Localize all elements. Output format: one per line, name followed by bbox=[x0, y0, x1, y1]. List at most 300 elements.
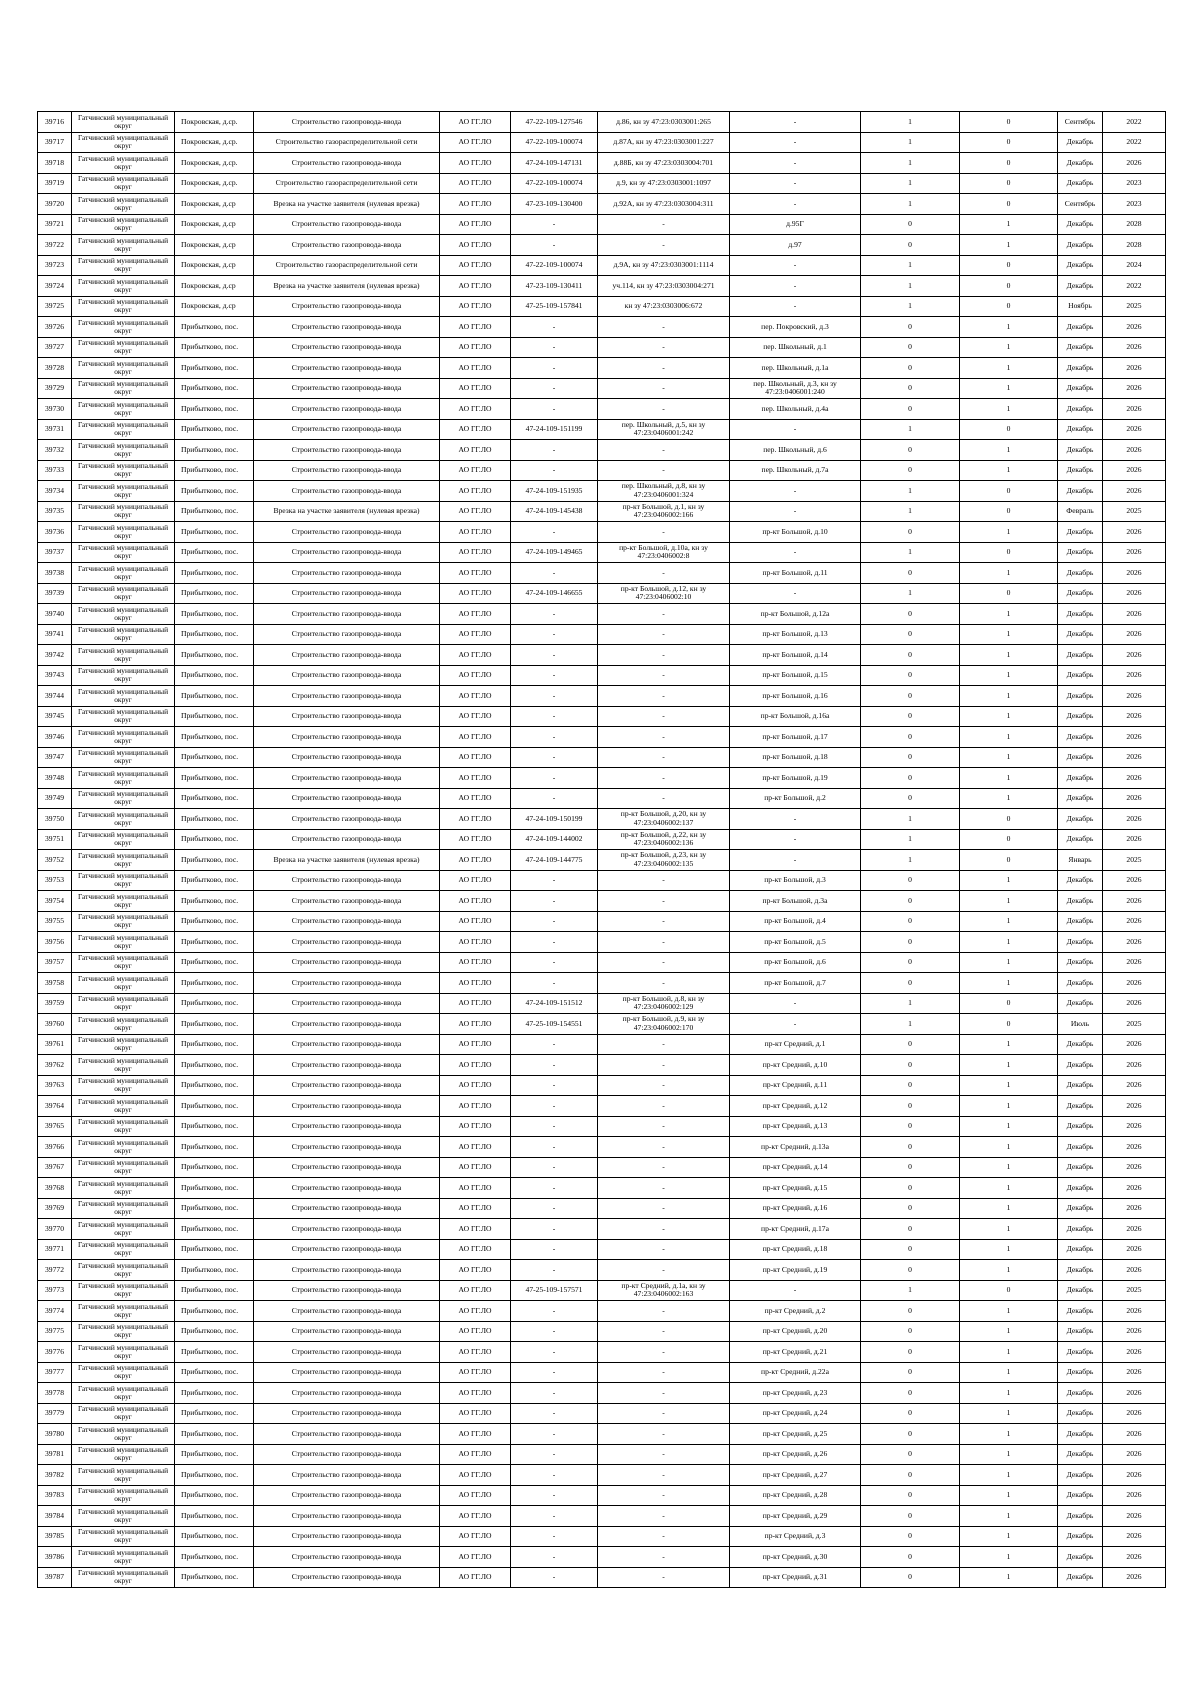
application-number-cell: - bbox=[511, 1526, 598, 1547]
flag-b-cell: 1 bbox=[960, 1178, 1058, 1199]
month-cell: Февраль bbox=[1058, 501, 1103, 522]
year-cell: 2026 bbox=[1103, 399, 1166, 420]
municipality-cell: Гатчинский муниципальный округ bbox=[72, 214, 175, 235]
work-type-cell: Строительство газопровода-ввода bbox=[254, 542, 440, 563]
address-cell: пр-кт Средний, д.11 bbox=[730, 1075, 861, 1096]
work-type-cell: Строительство газопровода-ввода bbox=[254, 911, 440, 932]
municipality-cell: Гатчинский муниципальный округ bbox=[72, 850, 175, 871]
year-cell: 2026 bbox=[1103, 1567, 1166, 1588]
flag-a-cell: 0 bbox=[861, 214, 960, 235]
flag-a-cell: 0 bbox=[861, 1506, 960, 1527]
year-cell: 2026 bbox=[1103, 665, 1166, 686]
table-row bbox=[38, 1116, 1166, 1137]
work-type-cell: Строительство газопровода-ввода bbox=[254, 870, 440, 891]
address-cell: - bbox=[730, 276, 861, 297]
row-number-cell: 39781 bbox=[38, 1444, 72, 1465]
address-cell: - bbox=[730, 194, 861, 215]
year-cell: 2023 bbox=[1103, 194, 1166, 215]
application-number-cell: - bbox=[511, 214, 598, 235]
locality-cell: Прибытково, пос. bbox=[175, 1567, 254, 1588]
application-number-cell: - bbox=[511, 563, 598, 584]
application-number-cell: - bbox=[511, 1506, 598, 1527]
organization-cell: АО ГГ.ЛО bbox=[440, 1116, 511, 1137]
year-cell: 2026 bbox=[1103, 1137, 1166, 1158]
flag-a-cell: 0 bbox=[861, 911, 960, 932]
month-cell: Декабрь bbox=[1058, 829, 1103, 850]
row-number-cell: 39786 bbox=[38, 1547, 72, 1568]
application-number-cell: 47-25-109-157571 bbox=[511, 1280, 598, 1301]
address-cell: пр-кт Большой, д.7 bbox=[730, 973, 861, 994]
work-type-cell: Врезка на участке заявителя (нулевая врезка) bbox=[254, 194, 440, 215]
cadastral-number-cell: - bbox=[598, 1096, 730, 1117]
row-number-cell: 39725 bbox=[38, 296, 72, 317]
address-cell: - bbox=[730, 850, 861, 871]
application-number-cell: - bbox=[511, 358, 598, 379]
address-cell: пр-кт Большой, д.17 bbox=[730, 727, 861, 748]
organization-cell: АО ГГ.ЛО bbox=[440, 563, 511, 584]
year-cell: 2026 bbox=[1103, 1342, 1166, 1363]
address-cell: д.95Г bbox=[730, 214, 861, 235]
month-cell: Декабрь bbox=[1058, 727, 1103, 748]
address-cell: пр-кт Большой, д.16а bbox=[730, 706, 861, 727]
work-type-cell: Строительство газопровода-ввода bbox=[254, 399, 440, 420]
table-row bbox=[38, 624, 1166, 645]
month-cell: Декабрь bbox=[1058, 399, 1103, 420]
year-cell: 2026 bbox=[1103, 1116, 1166, 1137]
application-number-cell: - bbox=[511, 686, 598, 707]
month-cell: Декабрь bbox=[1058, 1055, 1103, 1076]
flag-a-cell: 1 bbox=[861, 194, 960, 215]
flag-b-cell: 1 bbox=[960, 686, 1058, 707]
cadastral-number-cell: д.92А, кн зу 47:23:0303004:311 bbox=[598, 194, 730, 215]
organization-cell: АО ГГ.ЛО bbox=[440, 1096, 511, 1117]
municipality-cell: Гатчинский муниципальный округ bbox=[72, 973, 175, 994]
table-row bbox=[38, 768, 1166, 789]
year-cell: 2028 bbox=[1103, 235, 1166, 256]
table-row bbox=[38, 583, 1166, 604]
table-row bbox=[38, 296, 1166, 317]
month-cell: Декабрь bbox=[1058, 1383, 1103, 1404]
flag-a-cell: 1 bbox=[861, 850, 960, 871]
address-cell: пр-кт Большой, д.6 bbox=[730, 952, 861, 973]
work-type-cell: Строительство газопровода-ввода bbox=[254, 1342, 440, 1363]
year-cell: 2026 bbox=[1103, 1219, 1166, 1240]
locality-cell: Покровская, д.ср. bbox=[175, 153, 254, 174]
municipality-cell: Гатчинский муниципальный округ bbox=[72, 604, 175, 625]
organization-cell: АО ГГ.ЛО bbox=[440, 419, 511, 440]
municipality-cell: Гатчинский муниципальный округ bbox=[72, 1321, 175, 1342]
month-cell: Декабрь bbox=[1058, 686, 1103, 707]
municipality-cell: Гатчинский муниципальный округ bbox=[72, 358, 175, 379]
municipality-cell: Гатчинский муниципальный округ bbox=[72, 1567, 175, 1588]
cadastral-number-cell: - bbox=[598, 1444, 730, 1465]
table-row bbox=[38, 1403, 1166, 1424]
organization-cell: АО ГГ.ЛО bbox=[440, 1362, 511, 1383]
year-cell: 2026 bbox=[1103, 481, 1166, 502]
month-cell: Декабрь bbox=[1058, 583, 1103, 604]
cadastral-number-cell: - bbox=[598, 378, 730, 399]
municipality-cell: Гатчинский муниципальный округ bbox=[72, 481, 175, 502]
row-number-cell: 39764 bbox=[38, 1096, 72, 1117]
year-cell: 2026 bbox=[1103, 419, 1166, 440]
flag-a-cell: 1 bbox=[861, 173, 960, 194]
flag-b-cell: 1 bbox=[960, 1424, 1058, 1445]
year-cell: 2026 bbox=[1103, 1403, 1166, 1424]
application-number-cell: 47-24-109-149465 bbox=[511, 542, 598, 563]
municipality-cell: Гатчинский муниципальный округ bbox=[72, 1280, 175, 1301]
application-number-cell: - bbox=[511, 645, 598, 666]
month-cell: Декабрь bbox=[1058, 214, 1103, 235]
flag-a-cell: 1 bbox=[861, 501, 960, 522]
application-number-cell: - bbox=[511, 604, 598, 625]
organization-cell: АО ГГ.ЛО bbox=[440, 829, 511, 850]
month-cell: Декабрь bbox=[1058, 1526, 1103, 1547]
work-type-cell: Строительство газопровода-ввода bbox=[254, 604, 440, 625]
municipality-cell: Гатчинский муниципальный округ bbox=[72, 932, 175, 953]
application-number-cell: - bbox=[511, 399, 598, 420]
organization-cell: АО ГГ.ЛО bbox=[440, 153, 511, 174]
row-number-cell: 39756 bbox=[38, 932, 72, 953]
row-number-cell: 39736 bbox=[38, 522, 72, 543]
municipality-cell: Гатчинский муниципальный округ bbox=[72, 645, 175, 666]
year-cell: 2026 bbox=[1103, 1506, 1166, 1527]
row-number-cell: 39734 bbox=[38, 481, 72, 502]
year-cell: 2026 bbox=[1103, 973, 1166, 994]
application-number-cell: - bbox=[511, 1383, 598, 1404]
locality-cell: Прибытково, пос. bbox=[175, 460, 254, 481]
flag-a-cell: 0 bbox=[861, 1198, 960, 1219]
flag-a-cell: 0 bbox=[861, 1301, 960, 1322]
organization-cell: АО ГГ.ЛО bbox=[440, 727, 511, 748]
cadastral-number-cell: - bbox=[598, 604, 730, 625]
cadastral-number-cell: - bbox=[598, 1362, 730, 1383]
flag-a-cell: 0 bbox=[861, 1055, 960, 1076]
table-row bbox=[38, 440, 1166, 461]
year-cell: 2026 bbox=[1103, 686, 1166, 707]
month-cell: Декабрь bbox=[1058, 563, 1103, 584]
table-body bbox=[38, 112, 1166, 1588]
address-cell: пер. Школьный, д.7а bbox=[730, 460, 861, 481]
locality-cell: Покровская, д.ср. bbox=[175, 132, 254, 153]
month-cell: Декабрь bbox=[1058, 1444, 1103, 1465]
cadastral-number-cell: - bbox=[598, 788, 730, 809]
year-cell: 2025 bbox=[1103, 1280, 1166, 1301]
application-number-cell: - bbox=[511, 1567, 598, 1588]
application-number-cell: 47-22-109-127546 bbox=[511, 112, 598, 133]
cadastral-number-cell: - bbox=[598, 870, 730, 891]
table-row bbox=[38, 1444, 1166, 1465]
flag-b-cell: 1 bbox=[960, 1219, 1058, 1240]
row-number-cell: 39730 bbox=[38, 399, 72, 420]
address-cell: пр-кт Средний, д.20 bbox=[730, 1321, 861, 1342]
flag-a-cell: 1 bbox=[861, 296, 960, 317]
cadastral-number-cell: пр-кт Большой, д.23, кн зу 47:23:0406002:135 bbox=[598, 850, 730, 871]
application-number-cell: - bbox=[511, 1137, 598, 1158]
year-cell: 2026 bbox=[1103, 727, 1166, 748]
table-row bbox=[38, 891, 1166, 912]
row-number-cell: 39729 bbox=[38, 378, 72, 399]
flag-a-cell: 0 bbox=[861, 952, 960, 973]
month-cell: Декабрь bbox=[1058, 481, 1103, 502]
locality-cell: Прибытково, пос. bbox=[175, 1014, 254, 1035]
flag-b-cell: 1 bbox=[960, 891, 1058, 912]
locality-cell: Прибытково, пос. bbox=[175, 1362, 254, 1383]
cadastral-number-cell: - bbox=[598, 358, 730, 379]
flag-b-cell: 1 bbox=[960, 317, 1058, 338]
cadastral-number-cell: - bbox=[598, 1424, 730, 1445]
address-cell: пер. Школьный, д.4а bbox=[730, 399, 861, 420]
flag-b-cell: 0 bbox=[960, 132, 1058, 153]
application-number-cell: 47-24-109-144775 bbox=[511, 850, 598, 871]
table-row bbox=[38, 911, 1166, 932]
row-number-cell: 39773 bbox=[38, 1280, 72, 1301]
organization-cell: АО ГГ.ЛО bbox=[440, 112, 511, 133]
table-row bbox=[38, 686, 1166, 707]
flag-b-cell: 1 bbox=[960, 788, 1058, 809]
flag-b-cell: 0 bbox=[960, 173, 1058, 194]
year-cell: 2026 bbox=[1103, 1526, 1166, 1547]
application-number-cell: - bbox=[511, 952, 598, 973]
application-number-cell: - bbox=[511, 768, 598, 789]
municipality-cell: Гатчинский муниципальный округ bbox=[72, 542, 175, 563]
cadastral-number-cell: - bbox=[598, 727, 730, 748]
application-number-cell: - bbox=[511, 1444, 598, 1465]
month-cell: Июль bbox=[1058, 1014, 1103, 1035]
application-number-cell: - bbox=[511, 911, 598, 932]
locality-cell: Покровская, д.ср bbox=[175, 235, 254, 256]
organization-cell: АО ГГ.ЛО bbox=[440, 501, 511, 522]
row-number-cell: 39762 bbox=[38, 1055, 72, 1076]
month-cell: Декабрь bbox=[1058, 173, 1103, 194]
row-number-cell: 39761 bbox=[38, 1034, 72, 1055]
municipality-cell: Гатчинский муниципальный округ bbox=[72, 993, 175, 1014]
address-cell: пр-кт Средний, д.23 bbox=[730, 1383, 861, 1404]
flag-a-cell: 0 bbox=[861, 358, 960, 379]
year-cell: 2026 bbox=[1103, 1383, 1166, 1404]
row-number-cell: 39726 bbox=[38, 317, 72, 338]
flag-a-cell: 0 bbox=[861, 1444, 960, 1465]
organization-cell: АО ГГ.ЛО bbox=[440, 952, 511, 973]
locality-cell: Прибытково, пос. bbox=[175, 1034, 254, 1055]
application-number-cell: 47-25-109-157841 bbox=[511, 296, 598, 317]
month-cell: Декабрь bbox=[1058, 1239, 1103, 1260]
cadastral-number-cell: - bbox=[598, 214, 730, 235]
locality-cell: Прибытково, пос. bbox=[175, 501, 254, 522]
application-number-cell: - bbox=[511, 1116, 598, 1137]
locality-cell: Прибытково, пос. bbox=[175, 337, 254, 358]
table-row bbox=[38, 1157, 1166, 1178]
flag-a-cell: 0 bbox=[861, 686, 960, 707]
work-type-cell: Строительство газопровода-ввода bbox=[254, 419, 440, 440]
flag-a-cell: 0 bbox=[861, 1526, 960, 1547]
month-cell: Декабрь bbox=[1058, 932, 1103, 953]
year-cell: 2026 bbox=[1103, 768, 1166, 789]
municipality-cell: Гатчинский муниципальный округ bbox=[72, 829, 175, 850]
table-row bbox=[38, 788, 1166, 809]
flag-b-cell: 1 bbox=[960, 1506, 1058, 1527]
address-cell: пер. Школьный, д.6 bbox=[730, 440, 861, 461]
flag-b-cell: 1 bbox=[960, 1055, 1058, 1076]
row-number-cell: 39723 bbox=[38, 255, 72, 276]
flag-b-cell: 1 bbox=[960, 1383, 1058, 1404]
year-cell: 2026 bbox=[1103, 1321, 1166, 1342]
month-cell: Декабрь bbox=[1058, 1116, 1103, 1137]
flag-a-cell: 0 bbox=[861, 1260, 960, 1281]
year-cell: 2026 bbox=[1103, 1178, 1166, 1199]
application-number-cell: - bbox=[511, 1239, 598, 1260]
month-cell: Декабрь bbox=[1058, 378, 1103, 399]
work-type-cell: Строительство газопровода-ввода bbox=[254, 1055, 440, 1076]
table-row bbox=[38, 563, 1166, 584]
organization-cell: АО ГГ.ЛО bbox=[440, 317, 511, 338]
table-row bbox=[38, 194, 1166, 215]
flag-b-cell: 1 bbox=[960, 1342, 1058, 1363]
flag-b-cell: 0 bbox=[960, 112, 1058, 133]
application-number-cell: 47-24-109-150199 bbox=[511, 809, 598, 830]
row-number-cell: 39755 bbox=[38, 911, 72, 932]
address-cell: пр-кт Большой, д.14 bbox=[730, 645, 861, 666]
table-row bbox=[38, 1280, 1166, 1301]
flag-a-cell: 0 bbox=[861, 1137, 960, 1158]
application-number-cell: - bbox=[511, 747, 598, 768]
work-type-cell: Врезка на участке заявителя (нулевая врезка) bbox=[254, 276, 440, 297]
row-number-cell: 39733 bbox=[38, 460, 72, 481]
row-number-cell: 39735 bbox=[38, 501, 72, 522]
locality-cell: Прибытково, пос. bbox=[175, 440, 254, 461]
cadastral-number-cell: пр-кт Средний, д.1а, кн зу 47:23:0406002:163 bbox=[598, 1280, 730, 1301]
row-number-cell: 39722 bbox=[38, 235, 72, 256]
address-cell: пр-кт Средний, д.24 bbox=[730, 1403, 861, 1424]
cadastral-number-cell: пр-кт Большой, д.1, кн зу 47:23:0406002:166 bbox=[598, 501, 730, 522]
work-type-cell: Строительство газопровода-ввода bbox=[254, 1506, 440, 1527]
flag-a-cell: 1 bbox=[861, 112, 960, 133]
flag-b-cell: 1 bbox=[960, 235, 1058, 256]
locality-cell: Прибытково, пос. bbox=[175, 1198, 254, 1219]
year-cell: 2026 bbox=[1103, 1301, 1166, 1322]
organization-cell: АО ГГ.ЛО bbox=[440, 850, 511, 871]
month-cell: Декабрь bbox=[1058, 276, 1103, 297]
application-number-cell: 47-23-109-130411 bbox=[511, 276, 598, 297]
month-cell: Декабрь bbox=[1058, 1096, 1103, 1117]
address-cell: - bbox=[730, 501, 861, 522]
organization-cell: АО ГГ.ЛО bbox=[440, 645, 511, 666]
row-number-cell: 39787 bbox=[38, 1567, 72, 1588]
flag-b-cell: 0 bbox=[960, 993, 1058, 1014]
work-type-cell: Строительство газопровода-ввода bbox=[254, 1260, 440, 1281]
municipality-cell: Гатчинский муниципальный округ bbox=[72, 1362, 175, 1383]
year-cell: 2026 bbox=[1103, 563, 1166, 584]
table-row bbox=[38, 214, 1166, 235]
flag-b-cell: 0 bbox=[960, 542, 1058, 563]
organization-cell: АО ГГ.ЛО bbox=[440, 358, 511, 379]
cadastral-number-cell: пер. Школьный, д.8, кн зу 47:23:0406001:324 bbox=[598, 481, 730, 502]
flag-b-cell: 1 bbox=[960, 399, 1058, 420]
row-number-cell: 39727 bbox=[38, 337, 72, 358]
flag-b-cell: 1 bbox=[960, 747, 1058, 768]
application-number-cell: - bbox=[511, 460, 598, 481]
application-number-cell: 47-24-109-145438 bbox=[511, 501, 598, 522]
cadastral-number-cell: - bbox=[598, 952, 730, 973]
table-row bbox=[38, 1506, 1166, 1527]
month-cell: Декабрь bbox=[1058, 1280, 1103, 1301]
row-number-cell: 39760 bbox=[38, 1014, 72, 1035]
row-number-cell: 39738 bbox=[38, 563, 72, 584]
table-row bbox=[38, 1567, 1166, 1588]
year-cell: 2025 bbox=[1103, 1014, 1166, 1035]
locality-cell: Прибытково, пос. bbox=[175, 645, 254, 666]
cadastral-number-cell: - bbox=[598, 973, 730, 994]
application-number-cell: - bbox=[511, 973, 598, 994]
work-type-cell: Врезка на участке заявителя (нулевая врезка) bbox=[254, 850, 440, 871]
month-cell: Декабрь bbox=[1058, 604, 1103, 625]
cadastral-number-cell: - bbox=[598, 1260, 730, 1281]
organization-cell: АО ГГ.ЛО bbox=[440, 337, 511, 358]
locality-cell: Прибытково, пос. bbox=[175, 768, 254, 789]
month-cell: Декабрь bbox=[1058, 870, 1103, 891]
organization-cell: АО ГГ.ЛО bbox=[440, 973, 511, 994]
municipality-cell: Гатчинский муниципальный округ bbox=[72, 1547, 175, 1568]
cadastral-number-cell: - bbox=[598, 1342, 730, 1363]
organization-cell: АО ГГ.ЛО bbox=[440, 255, 511, 276]
address-cell: - bbox=[730, 296, 861, 317]
cadastral-number-cell: д.88Б, кн зу 47:23:0303004:701 bbox=[598, 153, 730, 174]
application-number-cell: 47-24-109-151199 bbox=[511, 419, 598, 440]
cadastral-number-cell: - bbox=[598, 1403, 730, 1424]
locality-cell: Прибытково, пос. bbox=[175, 1280, 254, 1301]
flag-a-cell: 0 bbox=[861, 973, 960, 994]
address-cell: пр-кт Большой, д.16 bbox=[730, 686, 861, 707]
work-type-cell: Строительство газопровода-ввода bbox=[254, 645, 440, 666]
table-row bbox=[38, 173, 1166, 194]
month-cell: Декабрь bbox=[1058, 255, 1103, 276]
municipality-cell: Гатчинский муниципальный округ bbox=[72, 870, 175, 891]
work-type-cell: Строительство газопровода-ввода bbox=[254, 1485, 440, 1506]
row-number-cell: 39765 bbox=[38, 1116, 72, 1137]
cadastral-number-cell: - bbox=[598, 665, 730, 686]
year-cell: 2026 bbox=[1103, 1096, 1166, 1117]
row-number-cell: 39751 bbox=[38, 829, 72, 850]
row-number-cell: 39772 bbox=[38, 1260, 72, 1281]
cadastral-number-cell: - bbox=[598, 747, 730, 768]
address-cell: пр-кт Большой, д.11 bbox=[730, 563, 861, 584]
locality-cell: Прибытково, пос. bbox=[175, 809, 254, 830]
year-cell: 2026 bbox=[1103, 378, 1166, 399]
work-type-cell: Строительство газопровода-ввода bbox=[254, 1096, 440, 1117]
application-number-cell: - bbox=[511, 665, 598, 686]
organization-cell: АО ГГ.ЛО bbox=[440, 522, 511, 543]
flag-b-cell: 0 bbox=[960, 1280, 1058, 1301]
application-number-cell: - bbox=[511, 1362, 598, 1383]
flag-b-cell: 1 bbox=[960, 973, 1058, 994]
locality-cell: Прибытково, пос. bbox=[175, 1526, 254, 1547]
cadastral-number-cell: - bbox=[598, 399, 730, 420]
row-number-cell: 39737 bbox=[38, 542, 72, 563]
municipality-cell: Гатчинский муниципальный округ bbox=[72, 1506, 175, 1527]
flag-b-cell: 1 bbox=[960, 1096, 1058, 1117]
locality-cell: Прибытково, пос. bbox=[175, 1075, 254, 1096]
table-row bbox=[38, 1239, 1166, 1260]
work-type-cell: Строительство газопровода-ввода bbox=[254, 1424, 440, 1445]
address-cell: - bbox=[730, 542, 861, 563]
address-cell: пер. Покровский, д.3 bbox=[730, 317, 861, 338]
work-type-cell: Строительство газопровода-ввода bbox=[254, 1178, 440, 1199]
table-row bbox=[38, 481, 1166, 502]
address-cell: - bbox=[730, 583, 861, 604]
flag-a-cell: 0 bbox=[861, 460, 960, 481]
municipality-cell: Гатчинский муниципальный округ bbox=[72, 1096, 175, 1117]
flag-a-cell: 1 bbox=[861, 993, 960, 1014]
work-type-cell: Строительство газопровода-ввода bbox=[254, 1075, 440, 1096]
